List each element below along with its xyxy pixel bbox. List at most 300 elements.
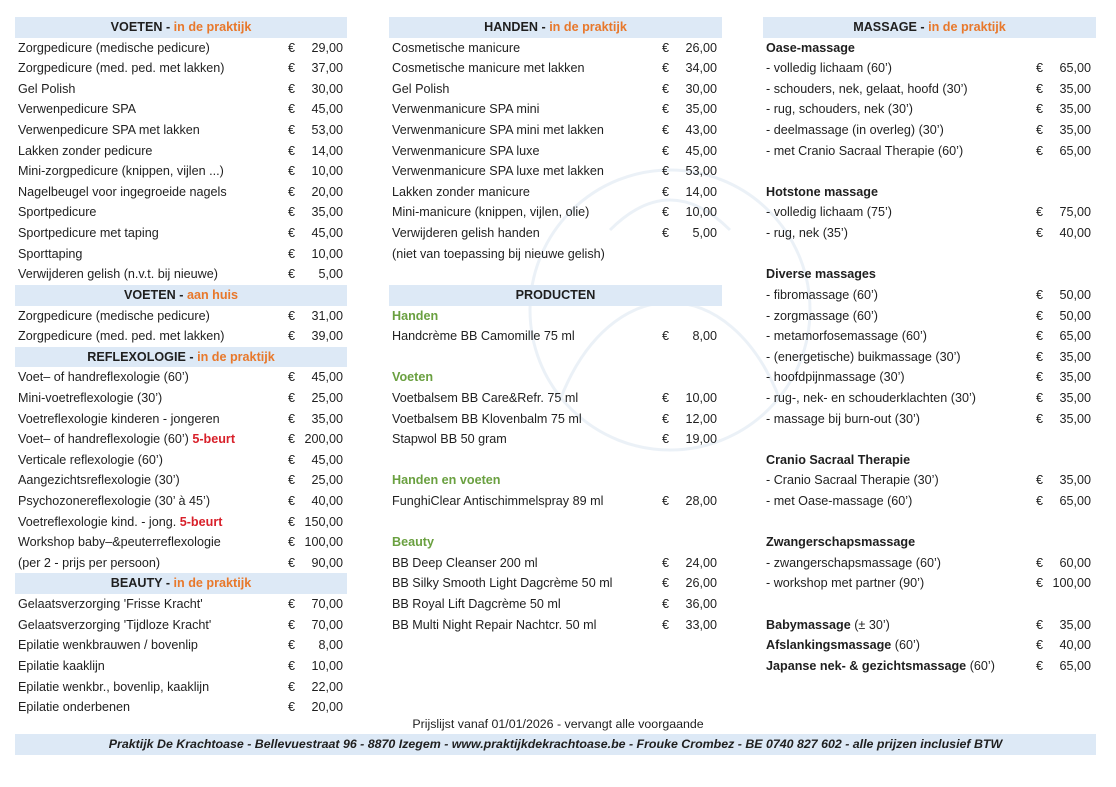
section-location: in de praktijk — [549, 20, 627, 34]
price-amount: 20,00 — [311, 184, 343, 199]
service-name — [18, 141, 152, 162]
currency-symbol: € — [1036, 123, 1044, 138]
price-amount: 35,00 — [311, 205, 343, 220]
currency-symbol: € — [1036, 555, 1044, 570]
price-row — [15, 202, 348, 223]
price-amount: 14,00 — [685, 184, 717, 199]
service-label: (per 2 - prijs per persoon) — [18, 555, 161, 570]
category-label: Zwangerschapsmassage — [766, 535, 916, 550]
section-location: in de praktijk — [197, 349, 275, 364]
price-amount: 19,00 — [685, 432, 717, 447]
currency-symbol: € — [1036, 308, 1044, 323]
currency-symbol: € — [1036, 329, 1044, 344]
service-duration: (60’) — [891, 638, 920, 653]
currency-symbol: € — [288, 308, 296, 323]
price-row — [389, 594, 722, 615]
service-name — [392, 553, 538, 574]
section-header — [15, 285, 347, 306]
price-amount: 26,00 — [685, 576, 717, 591]
price-amount: 65,00 — [1059, 143, 1091, 158]
service-label: - volledig lichaam (60’) — [766, 61, 892, 76]
currency-symbol: € — [662, 143, 670, 158]
service-label: Verwenmanicure SPA luxe met lakken — [392, 164, 604, 179]
service-label: Mini-manicure (knippen, vijlen, olie) — [392, 205, 590, 220]
price-row — [15, 38, 348, 59]
price-amount: 20,00 — [311, 700, 343, 715]
price-amount: 31,00 — [311, 308, 343, 323]
price-amount: 8,00 — [318, 638, 343, 653]
price-row — [15, 244, 348, 265]
currency-symbol: € — [1036, 102, 1044, 117]
price-row — [15, 223, 348, 244]
section-location: in de praktijk — [173, 576, 252, 591]
spacer-row — [389, 347, 722, 368]
service-label: Verwijderen gelish (n.v.t. bij nieuwe) — [18, 267, 218, 282]
service-label: Voetreflexologie kind. - jong. — [18, 514, 177, 529]
product-category-heading — [389, 532, 722, 553]
currency-symbol: € — [288, 597, 296, 612]
price-row — [15, 182, 348, 203]
price-row — [15, 388, 348, 409]
service-label: - deelmassage (in overleg) (30’) — [766, 123, 944, 138]
service-duration: (60’) — [966, 658, 995, 673]
spacer-row — [389, 512, 722, 533]
service-name — [18, 223, 159, 244]
footer-contact-bar: Praktijk De Krachtoase - Bellevuestraat 96 - 8870 Izegem - www.praktijkdekrachtoase.be - Frouke Crombez - BE 0740 827 602 - alle prijzen inclusief BTW — [15, 734, 1096, 755]
section-header — [389, 285, 722, 306]
column-hands-products — [389, 17, 722, 635]
price-row — [15, 429, 348, 450]
spacer-row — [763, 244, 1096, 265]
product-category-heading — [389, 306, 722, 327]
product-category-heading — [389, 367, 722, 388]
service-label: Lakken zonder pedicure — [18, 143, 153, 158]
currency-symbol: € — [662, 102, 670, 117]
service-label: Epilatie wenkbrauwen / bovenlip — [18, 638, 198, 653]
currency-symbol: € — [288, 205, 296, 220]
service-label: BB Silky Smooth Light Dagcrème 50 ml — [392, 576, 613, 591]
price-amount: 100,00 — [304, 535, 343, 550]
service-label: Gel Polish — [18, 81, 76, 96]
price-amount: 35,00 — [1059, 102, 1091, 117]
price-amount: 14,00 — [311, 143, 343, 158]
currency-symbol: € — [288, 679, 296, 694]
service-name — [18, 656, 105, 677]
price-row — [763, 656, 1096, 677]
service-name — [392, 99, 539, 120]
currency-symbol: € — [662, 432, 670, 447]
currency-symbol: € — [662, 123, 670, 138]
price-amount: 40,00 — [1059, 226, 1091, 241]
service-label: - zorgmassage (60’) — [766, 308, 878, 323]
price-row — [763, 223, 1096, 244]
price-amount: 65,00 — [1059, 494, 1091, 509]
price-amount: 75,00 — [1059, 205, 1091, 220]
service-name — [392, 202, 589, 223]
service-name — [766, 120, 944, 141]
price-amount: 45,00 — [311, 452, 343, 467]
section-title: REFLEXOLOGIE - — [87, 349, 198, 364]
price-row — [389, 99, 722, 120]
massage-category-heading — [763, 532, 1096, 553]
currency-symbol: € — [288, 494, 296, 509]
currency-symbol: € — [662, 494, 670, 509]
price-amount: 35,00 — [1059, 473, 1091, 488]
service-label: - fibromassage (60’) — [766, 287, 878, 302]
price-row — [15, 491, 348, 512]
service-label: Zorgpedicure (medische pedicure) — [18, 40, 210, 55]
currency-symbol: € — [662, 411, 670, 426]
currency-symbol: € — [1036, 617, 1044, 632]
price-row — [389, 553, 722, 574]
price-amount: 35,00 — [1059, 123, 1091, 138]
price-row — [389, 573, 722, 594]
price-row — [15, 161, 348, 182]
price-amount: 25,00 — [311, 390, 343, 405]
service-name — [766, 347, 961, 368]
price-amount: 70,00 — [311, 617, 343, 632]
price-amount: 43,00 — [685, 123, 717, 138]
currency-symbol: € — [1036, 576, 1044, 591]
service-name — [766, 553, 941, 574]
price-row — [15, 326, 348, 347]
service-label: Mini-voetreflexologie (30’) — [18, 390, 163, 405]
service-name — [392, 182, 530, 203]
section-location: in de praktijk — [928, 20, 1006, 34]
price-amount: 150,00 — [304, 514, 343, 529]
price-amount: 30,00 — [685, 81, 717, 96]
price-amount: 10,00 — [311, 164, 343, 179]
price-row — [763, 635, 1096, 656]
section-title: BEAUTY - — [110, 576, 174, 591]
price-row — [15, 367, 348, 388]
service-name — [18, 388, 162, 409]
price-amount: 35,00 — [1059, 81, 1091, 96]
price-amount: 65,00 — [1059, 329, 1091, 344]
price-row — [763, 615, 1096, 636]
service-name — [766, 635, 920, 656]
spacer-row — [389, 450, 722, 471]
currency-symbol: € — [288, 452, 296, 467]
spacer-row — [763, 429, 1096, 450]
currency-symbol: € — [1036, 226, 1044, 241]
currency-symbol: € — [662, 205, 670, 220]
price-row — [389, 615, 722, 636]
price-row — [15, 470, 348, 491]
price-row — [763, 409, 1096, 430]
spacer-row — [763, 594, 1096, 615]
service-label: Zorgpedicure (med. ped. met lakken) — [18, 61, 225, 76]
service-name — [392, 409, 582, 430]
currency-symbol: € — [288, 246, 296, 261]
section-title: VOETEN - — [110, 20, 174, 34]
service-label: Nagelbeugel voor ingegroeide nagels — [18, 184, 227, 199]
price-amount: 22,00 — [311, 679, 343, 694]
price-amount: 10,00 — [685, 390, 717, 405]
currency-symbol: € — [1036, 143, 1044, 158]
price-amount: 45,00 — [685, 143, 717, 158]
currency-symbol: € — [288, 267, 296, 282]
currency-symbol: € — [1036, 658, 1044, 673]
price-amount: 10,00 — [311, 246, 343, 261]
service-label: - volledig lichaam (75’) — [766, 205, 892, 220]
service-label: Voetreflexologie kinderen - jongeren — [18, 411, 220, 426]
price-row — [389, 182, 722, 203]
service-label: - Cranio Sacraal Therapie (30’) — [766, 473, 939, 488]
currency-symbol: € — [1036, 638, 1044, 653]
service-label: Sporttaping — [18, 246, 83, 261]
service-label: Cosmetische manicure — [392, 40, 521, 55]
service-name — [766, 470, 939, 491]
service-label: Verwenpedicure SPA met lakken — [18, 123, 200, 138]
service-name — [392, 615, 596, 636]
price-row — [389, 58, 722, 79]
price-row — [15, 409, 348, 430]
currency-symbol: € — [288, 535, 296, 550]
service-label: Voet– of handreflexologie (60’) — [18, 432, 189, 447]
service-name — [18, 615, 211, 636]
price-row — [763, 326, 1096, 347]
price-amount: 45,00 — [311, 102, 343, 117]
currency-symbol: € — [662, 184, 670, 199]
currency-symbol: € — [1036, 390, 1044, 405]
service-label: Gel Polish — [392, 81, 450, 96]
price-amount: 50,00 — [1059, 308, 1091, 323]
price-row — [763, 491, 1096, 512]
currency-symbol: € — [288, 617, 296, 632]
service-name — [392, 38, 520, 59]
section-title: MASSAGE - — [853, 20, 929, 34]
price-row — [389, 326, 722, 347]
service-name — [766, 285, 878, 306]
service-label: Babymassage — [766, 617, 851, 632]
spacer-row — [389, 264, 722, 285]
service-name — [18, 264, 218, 285]
price-amount: 53,00 — [685, 164, 717, 179]
price-row — [15, 58, 348, 79]
price-row — [763, 347, 1096, 368]
service-label: BB Royal Lift Dagcrème 50 ml — [392, 597, 561, 612]
currency-symbol: € — [1036, 205, 1044, 220]
service-name — [18, 677, 209, 698]
service-name — [392, 573, 612, 594]
price-row — [389, 141, 722, 162]
price-amount: 53,00 — [311, 123, 343, 138]
price-amount: 35,00 — [1059, 390, 1091, 405]
price-amount: 37,00 — [311, 61, 343, 76]
spacer-row — [763, 161, 1096, 182]
price-amount: 45,00 — [311, 370, 343, 385]
currency-symbol: € — [288, 143, 296, 158]
service-name — [18, 244, 82, 265]
currency-symbol: € — [662, 81, 670, 96]
currency-symbol: € — [288, 226, 296, 241]
service-name — [18, 532, 221, 553]
service-name — [18, 306, 210, 327]
service-label: - rug, schouders, nek (30’) — [766, 102, 913, 117]
section-location: in de praktijk — [173, 20, 252, 34]
service-name — [392, 491, 603, 512]
service-name — [18, 450, 163, 471]
price-amount: 8,00 — [692, 329, 717, 344]
service-label: Gelaatsverzorging 'Frisse Kracht' — [18, 597, 203, 612]
service-label: Verwenpedicure SPA — [18, 102, 137, 117]
service-name — [766, 388, 976, 409]
price-amount: 30,00 — [311, 81, 343, 96]
section-title: HANDEN - — [484, 20, 550, 34]
price-amount: 60,00 — [1059, 555, 1091, 570]
service-label: Zorgpedicure (med. ped. met lakken) — [18, 329, 225, 344]
price-row — [15, 553, 348, 574]
service-duration: (± 30’) — [850, 617, 890, 632]
currency-symbol: € — [288, 370, 296, 385]
service-label: - met Cranio Sacraal Therapie (60’) — [766, 143, 964, 158]
currency-symbol: € — [288, 432, 296, 447]
service-label: Psychozonereflexologie (30’ à 45’) — [18, 494, 211, 509]
price-row — [15, 450, 348, 471]
price-row — [15, 532, 348, 553]
currency-symbol: € — [662, 164, 670, 179]
currency-symbol: € — [662, 617, 670, 632]
service-label: - zwangerschapsmassage (60’) — [766, 555, 941, 570]
price-amount: 5,00 — [692, 226, 717, 241]
service-name — [18, 120, 200, 141]
massage-category-heading — [763, 450, 1096, 471]
package-badge: 5-beurt — [179, 514, 223, 529]
currency-symbol: € — [1036, 81, 1044, 96]
price-row — [389, 223, 722, 244]
section-title: PRODUCTEN — [515, 287, 596, 302]
price-row — [389, 38, 722, 59]
currency-symbol: € — [1036, 411, 1044, 426]
service-name — [766, 306, 878, 327]
service-label: Cosmetische manicure met lakken — [392, 61, 585, 76]
price-amount: 12,00 — [685, 411, 717, 426]
price-amount: 40,00 — [1059, 638, 1091, 653]
price-row — [15, 615, 348, 636]
price-amount: 35,00 — [1059, 349, 1091, 364]
price-row — [15, 264, 348, 285]
price-row — [763, 141, 1096, 162]
price-amount: 90,00 — [311, 555, 343, 570]
column-feet-reflexology-beauty — [15, 17, 348, 718]
service-name — [18, 594, 203, 615]
category-label: Cranio Sacraal Therapie — [766, 452, 911, 467]
price-amount: 35,00 — [685, 102, 717, 117]
price-row — [763, 58, 1096, 79]
service-name — [18, 491, 210, 512]
service-label: FunghiClear Antischimmelspray 89 ml — [392, 494, 604, 509]
massage-category-heading — [763, 38, 1096, 59]
service-name — [766, 615, 890, 636]
section-title: VOETEN - — [123, 287, 187, 302]
service-label: Zorgpedicure (medische pedicure) — [18, 308, 210, 323]
section-header — [15, 573, 347, 594]
section-location: aan huis — [186, 287, 239, 302]
service-name — [18, 79, 75, 100]
category-label: Voeten — [392, 370, 434, 385]
price-row — [763, 202, 1096, 223]
price-amount: 33,00 — [685, 617, 717, 632]
service-name — [18, 635, 198, 656]
service-name — [392, 594, 561, 615]
service-label: Handcrème BB Camomille 75 ml — [392, 329, 575, 344]
service-name — [766, 202, 892, 223]
category-label: Hotstone massage — [766, 184, 878, 199]
price-amount: 65,00 — [1059, 61, 1091, 76]
price-row — [763, 553, 1096, 574]
category-label: Oase-massage — [766, 40, 855, 55]
price-row — [389, 244, 722, 265]
price-row — [15, 635, 348, 656]
service-name — [392, 58, 584, 79]
currency-symbol: € — [662, 226, 670, 241]
spacer-row — [763, 512, 1096, 533]
price-row — [15, 656, 348, 677]
service-name — [18, 470, 180, 491]
currency-symbol: € — [288, 102, 296, 117]
service-label: - massage bij burn-out (30’) — [766, 411, 920, 426]
service-label: Epilatie onderbenen — [18, 700, 131, 715]
currency-symbol: € — [288, 555, 296, 570]
currency-symbol: € — [662, 597, 670, 612]
service-name — [18, 58, 225, 79]
price-amount: 45,00 — [311, 226, 343, 241]
price-row — [389, 388, 722, 409]
massage-category-heading — [763, 182, 1096, 203]
service-label: Voetbalsem BB Care&Refr. 75 ml — [392, 390, 579, 405]
price-amount: 39,00 — [311, 329, 343, 344]
service-name — [766, 573, 924, 594]
price-row — [15, 677, 348, 698]
currency-symbol: € — [662, 40, 670, 55]
price-row — [763, 285, 1096, 306]
price-amount: 5,00 — [318, 267, 343, 282]
service-name — [18, 182, 227, 203]
price-amount: 35,00 — [311, 411, 343, 426]
currency-symbol: € — [288, 638, 296, 653]
currency-symbol: € — [1036, 473, 1044, 488]
price-row — [15, 141, 348, 162]
price-amount: 200,00 — [304, 432, 343, 447]
service-name — [766, 656, 995, 677]
service-name — [18, 367, 189, 388]
service-label: (niet van toepassing bij nieuwe gelish) — [392, 246, 605, 261]
service-label: BB Multi Night Repair Nachtcr. 50 ml — [392, 617, 597, 632]
service-label: Stapwol BB 50 gram — [392, 432, 507, 447]
service-label: BB Deep Cleanser 200 ml — [392, 555, 538, 570]
price-row — [763, 120, 1096, 141]
category-label: Handen en voeten — [392, 473, 501, 488]
service-name — [392, 388, 578, 409]
service-name — [18, 512, 222, 533]
price-row — [15, 79, 348, 100]
currency-symbol: € — [288, 473, 296, 488]
price-amount: 100,00 — [1052, 576, 1091, 591]
service-name — [766, 58, 892, 79]
price-amount: 24,00 — [685, 555, 717, 570]
currency-symbol: € — [662, 555, 670, 570]
category-label: Handen — [392, 308, 439, 323]
currency-symbol: € — [1036, 494, 1044, 509]
service-label: Mini-zorgpedicure (knippen, vijlen ...) — [18, 164, 224, 179]
service-label: Verwenmanicure SPA mini — [392, 102, 540, 117]
service-name — [766, 99, 913, 120]
price-row — [389, 79, 722, 100]
service-label: Lakken zonder manicure — [392, 184, 530, 199]
price-row — [389, 491, 722, 512]
price-row — [15, 512, 348, 533]
